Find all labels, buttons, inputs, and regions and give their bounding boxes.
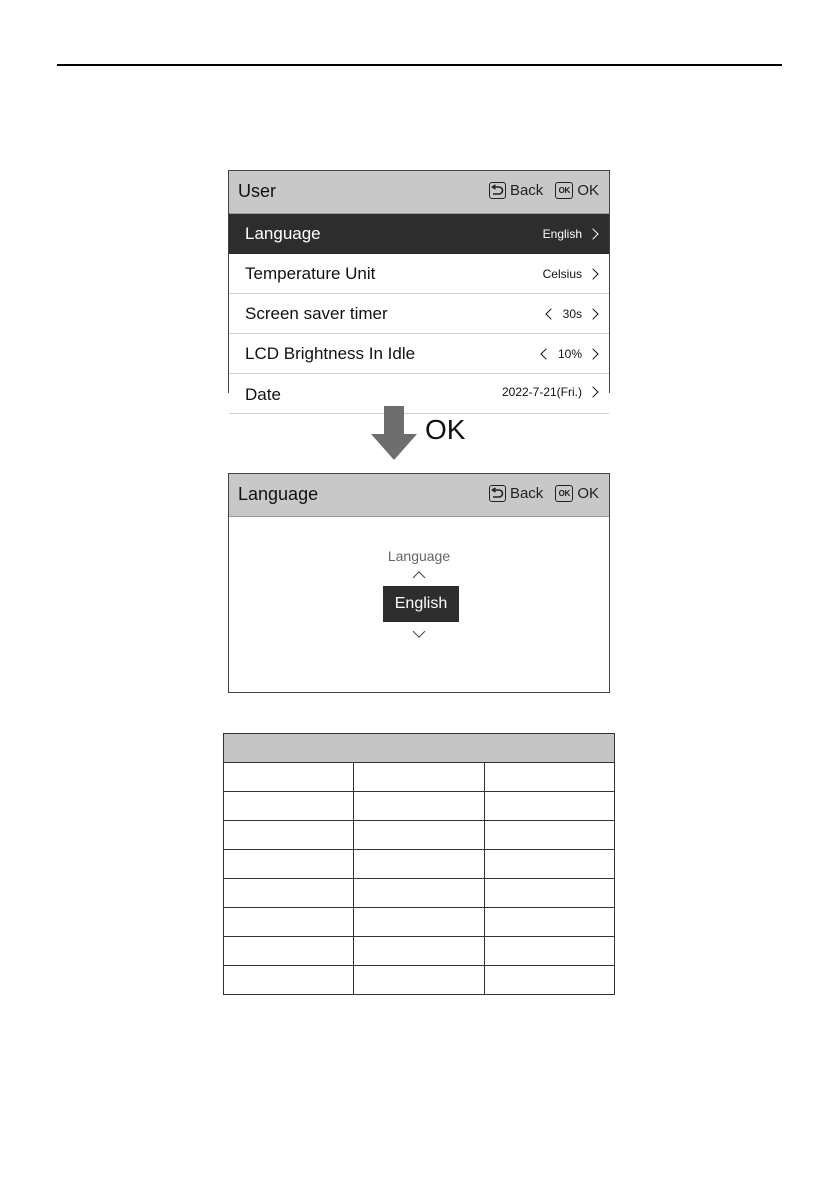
- language-table: [223, 733, 615, 995]
- table-row: [224, 937, 615, 966]
- row-value: 10%: [557, 347, 582, 361]
- back-button[interactable]: Back: [509, 485, 544, 502]
- table-row: [224, 821, 615, 850]
- header-actions: [489, 182, 599, 199]
- chevron-right-icon: [587, 228, 598, 239]
- row-label: Temperature Unit: [245, 264, 376, 283]
- chevron-down-icon[interactable]: [413, 625, 426, 638]
- row-label: Screen saver timer: [245, 304, 388, 323]
- header-rule: [57, 64, 782, 66]
- transition-ok-label: OK: [425, 414, 466, 445]
- user-menu-screen: [228, 170, 610, 404]
- menu-row-language[interactable]: [229, 214, 609, 254]
- chevron-left-icon[interactable]: [545, 308, 556, 319]
- row-label: Language: [245, 224, 321, 243]
- chevron-right-icon: [587, 386, 598, 397]
- chevron-left-icon[interactable]: [540, 348, 551, 359]
- menu-row-lcd-brightness[interactable]: [229, 334, 609, 374]
- table-row: [224, 879, 615, 908]
- chevron-up-icon[interactable]: [413, 571, 426, 584]
- screen-header: [229, 171, 609, 214]
- chevron-right-icon[interactable]: [587, 348, 598, 359]
- row-label: LCD Brightness In Idle: [245, 344, 416, 363]
- table-row: [224, 763, 615, 792]
- table-header: [224, 734, 615, 763]
- table-row: [224, 966, 615, 995]
- arrow-down-icon: [371, 406, 417, 460]
- ok-button[interactable]: OK: [577, 182, 599, 199]
- language-picker-value[interactable]: English: [383, 586, 459, 622]
- menu-row-screen-saver-timer[interactable]: [229, 294, 609, 334]
- header-actions: [489, 485, 599, 502]
- language-screen: [228, 473, 610, 693]
- picker-label: Language: [387, 548, 451, 564]
- table-row: [224, 908, 615, 937]
- row-value: Celsius: [542, 267, 582, 281]
- back-button[interactable]: Back: [509, 182, 544, 199]
- row-value: 30s: [562, 307, 582, 321]
- chevron-right-icon: [587, 268, 598, 279]
- menu-row-temperature-unit[interactable]: [229, 254, 609, 294]
- ok-icon[interactable]: OK: [555, 485, 573, 502]
- back-icon[interactable]: [489, 485, 506, 502]
- screen-header: [229, 474, 609, 517]
- row-label: Date: [245, 385, 281, 404]
- ok-icon[interactable]: OK: [555, 182, 573, 199]
- row-value: 2022-7-21(Fri.): [501, 385, 582, 399]
- back-icon[interactable]: [489, 182, 506, 199]
- table-row: [224, 792, 615, 821]
- menu-row-date[interactable]: [229, 374, 609, 414]
- chevron-right-icon[interactable]: [587, 308, 598, 319]
- table-header-row: [224, 734, 615, 763]
- screen-title: User: [238, 181, 277, 201]
- screen-title: Language: [238, 484, 319, 504]
- ok-button[interactable]: OK: [577, 485, 599, 502]
- table-row: [224, 850, 615, 879]
- row-value: English: [542, 227, 582, 241]
